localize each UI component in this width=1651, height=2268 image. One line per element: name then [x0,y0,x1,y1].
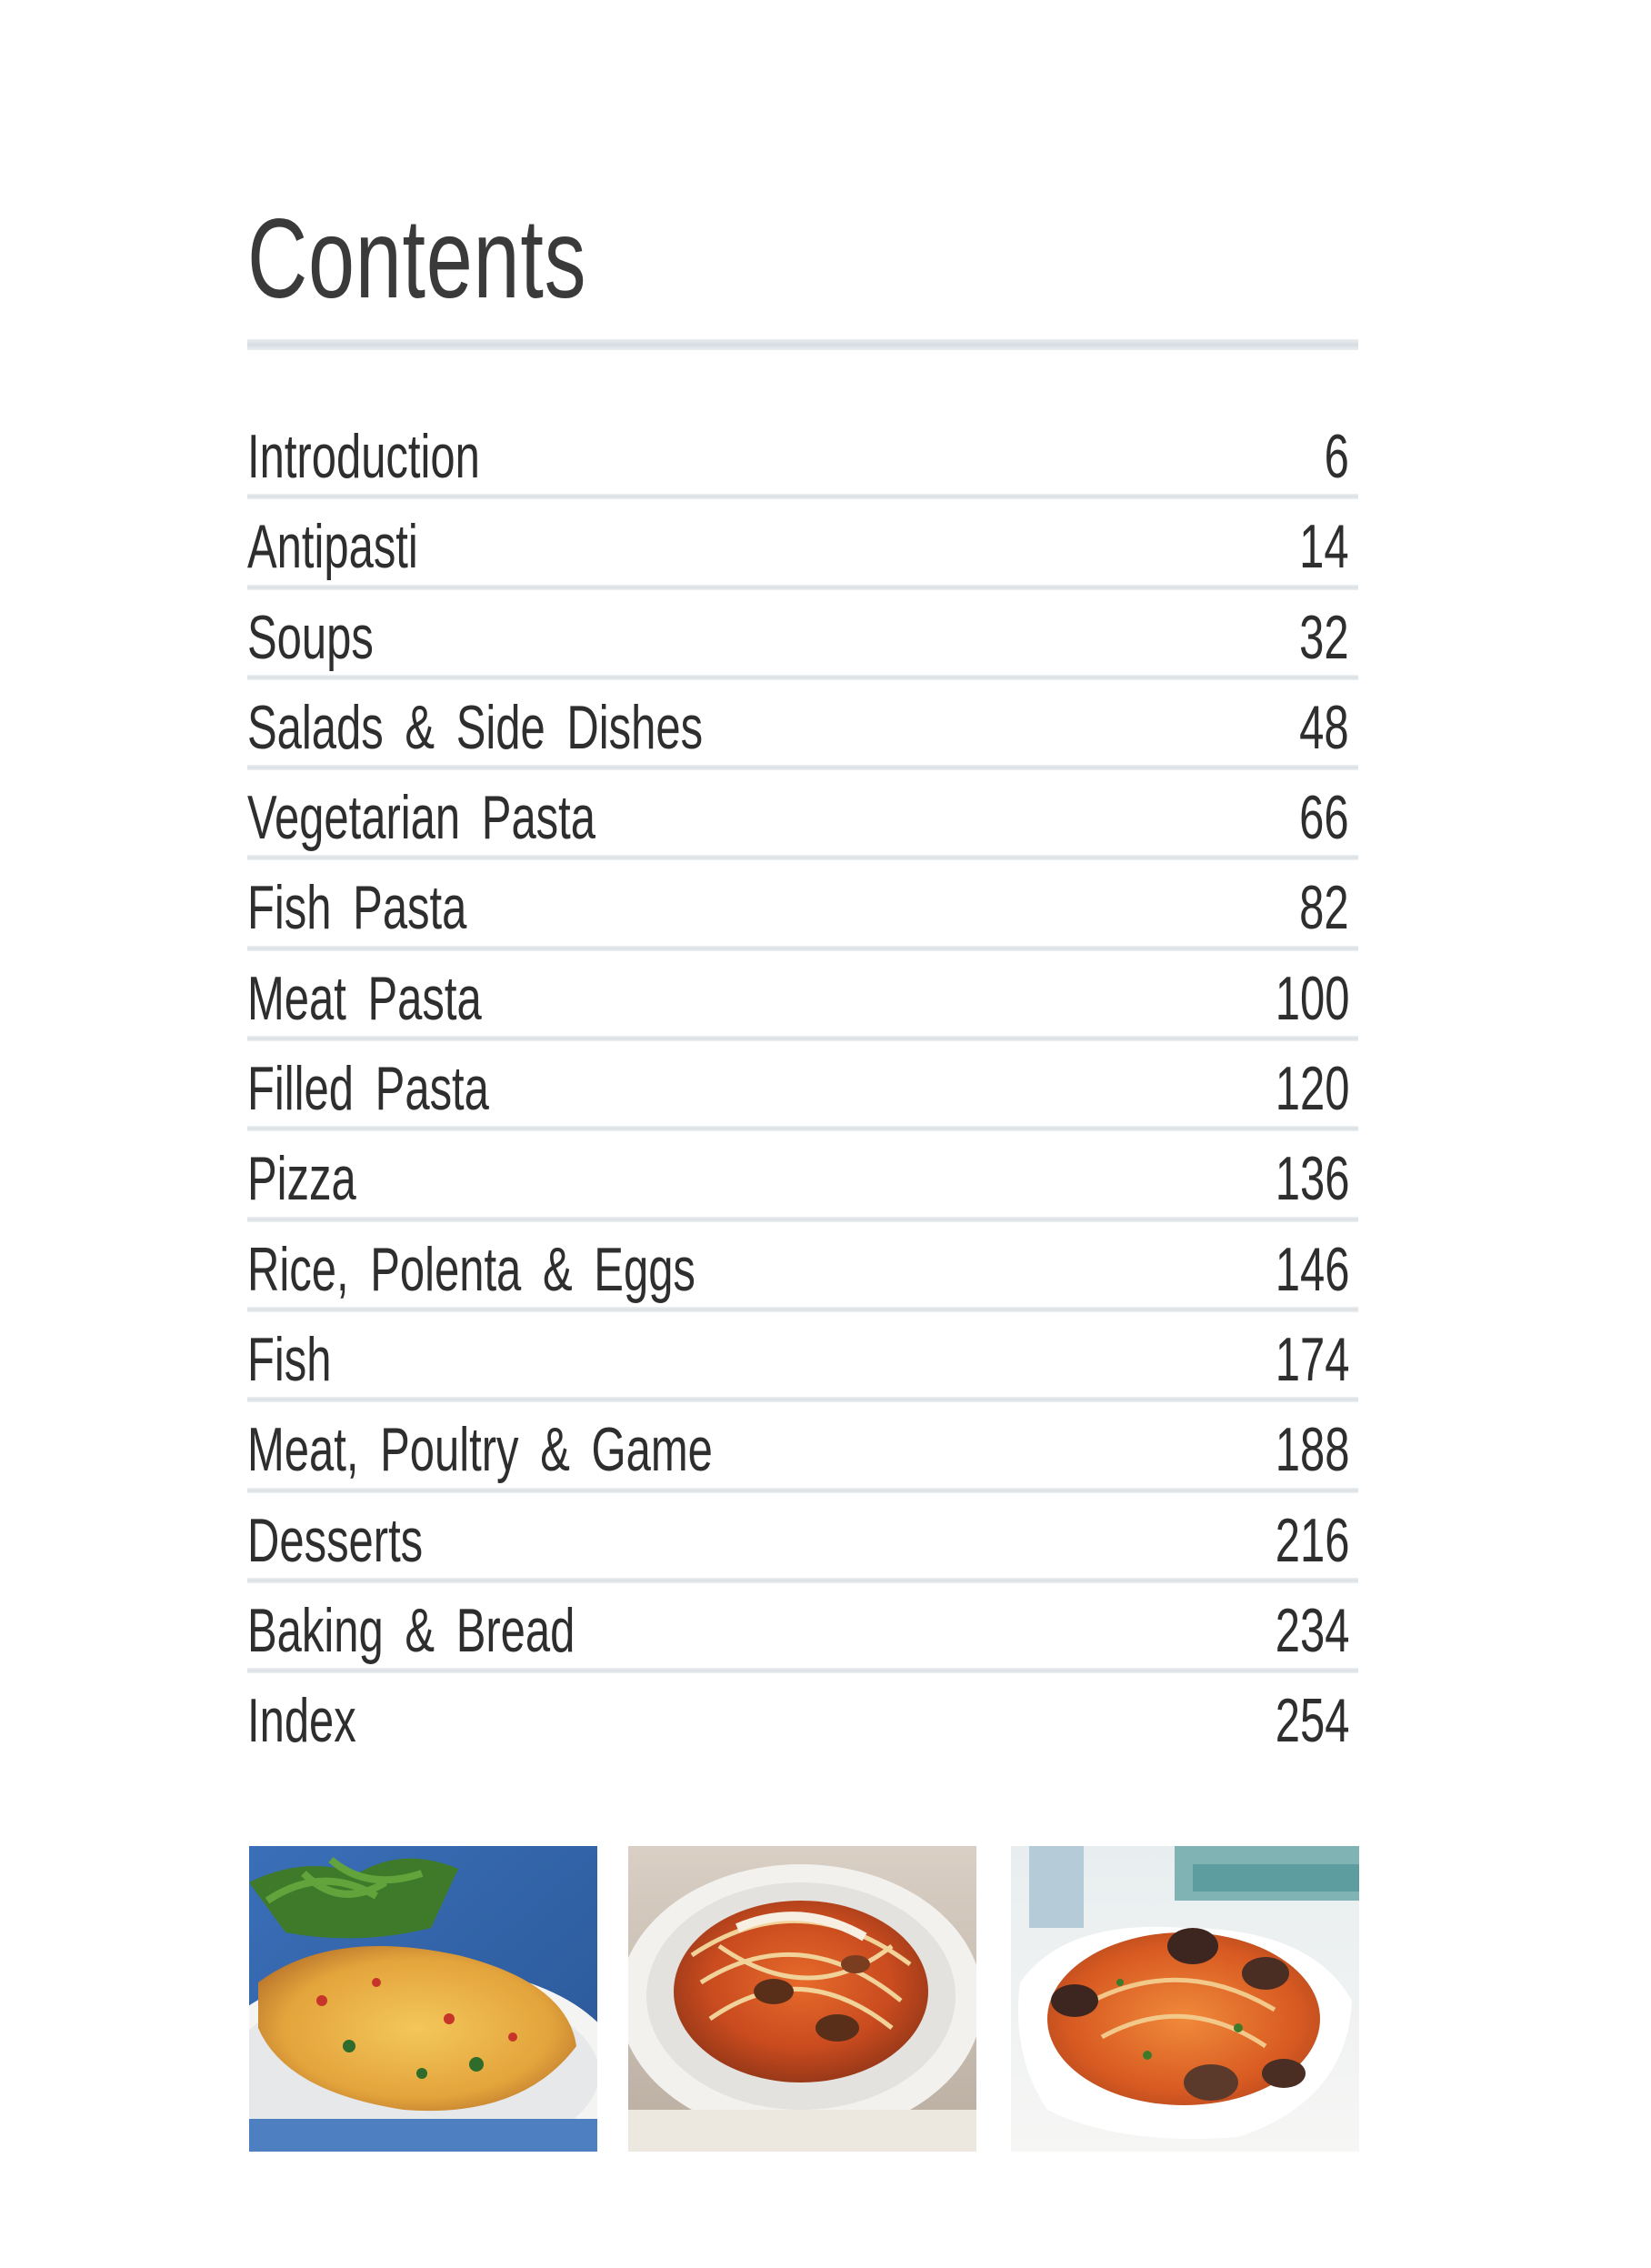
title-divider [247,339,1358,350]
toc-entry-page-number: 136 [1275,1144,1349,1214]
toc-entry-page-number: 100 [1275,963,1349,1033]
toc-entry-meat-pasta[interactable] [247,951,1358,1041]
toc-entry-baking-bread[interactable] [247,1583,1358,1673]
toc-entry-label: Vegetarian Pasta [247,783,595,853]
toc-entry-label: Desserts [247,1505,424,1575]
toc-entry-label: Index [247,1686,356,1756]
toc-entry-antipasti[interactable] [247,499,1358,589]
toc-entry-vegetarian-pasta[interactable] [247,770,1358,860]
toc-entry-soups[interactable] [247,590,1358,680]
toc-entry-introduction[interactable] [247,409,1358,499]
clams-photo-image [1011,1846,1359,2152]
toc-entry-page-number: 82 [1299,873,1349,943]
toc-entry-filled-pasta[interactable] [247,1041,1358,1131]
toc-entry-meat-poultry-game[interactable] [247,1402,1358,1492]
toc-entry-page-number: 216 [1275,1505,1349,1575]
toc-entry-rice-polenta-eggs[interactable] [247,1222,1358,1312]
toc-entry-label: Meat Pasta [247,963,482,1033]
toc-entry-label: Antipasti [247,512,418,582]
toc-entry-label: Filled Pasta [247,1054,489,1124]
toc-entry-desserts[interactable] [247,1493,1358,1583]
toc-entry-page-number: 32 [1299,602,1349,672]
toc-entry-page-number: 66 [1299,783,1349,853]
toc-entry-salads-side-dishes[interactable] [247,680,1358,770]
toc-entry-index[interactable] [247,1673,1358,1763]
table-of-contents [247,409,1358,1763]
toc-entry-page-number: 254 [1275,1686,1349,1756]
toc-entry-page-number: 234 [1275,1595,1349,1665]
toc-entry-label: Fish [247,1324,332,1394]
spaghetti-photo-image [628,1846,976,2152]
toc-entry-page-number: 174 [1275,1324,1349,1394]
toc-entry-fish[interactable] [247,1312,1358,1402]
spaghetti-tomato-sauce-photo [628,1846,976,2152]
page-title: Contents [247,196,587,322]
toc-entry-page-number: 188 [1275,1415,1349,1485]
toc-entry-page-number: 14 [1299,512,1349,582]
omelette-photo-image [249,1846,597,2152]
toc-entry-label: Rice, Polenta & Eggs [247,1234,695,1304]
photo-strip [249,1846,1360,2152]
pasta-with-clams-photo [1011,1846,1359,2152]
toc-entry-page-number: 6 [1324,422,1349,491]
toc-entry-label: Baking & Bread [247,1595,575,1665]
toc-entry-fish-pasta[interactable] [247,860,1358,950]
toc-entry-label: Salads & Side Dishes [247,692,704,762]
toc-entry-label: Meat, Poultry & Game [247,1415,713,1485]
toc-entry-page-number: 120 [1275,1054,1349,1124]
toc-entry-label: Introduction [247,422,480,491]
toc-entry-label: Pizza [247,1144,356,1214]
toc-entry-page-number: 146 [1275,1234,1349,1304]
toc-entry-label: Fish Pasta [247,873,467,943]
omelette-with-rocket-photo [249,1846,597,2152]
toc-entry-label: Soups [247,602,374,672]
toc-entry-pizza[interactable] [247,1131,1358,1221]
toc-entry-page-number: 48 [1299,692,1349,762]
